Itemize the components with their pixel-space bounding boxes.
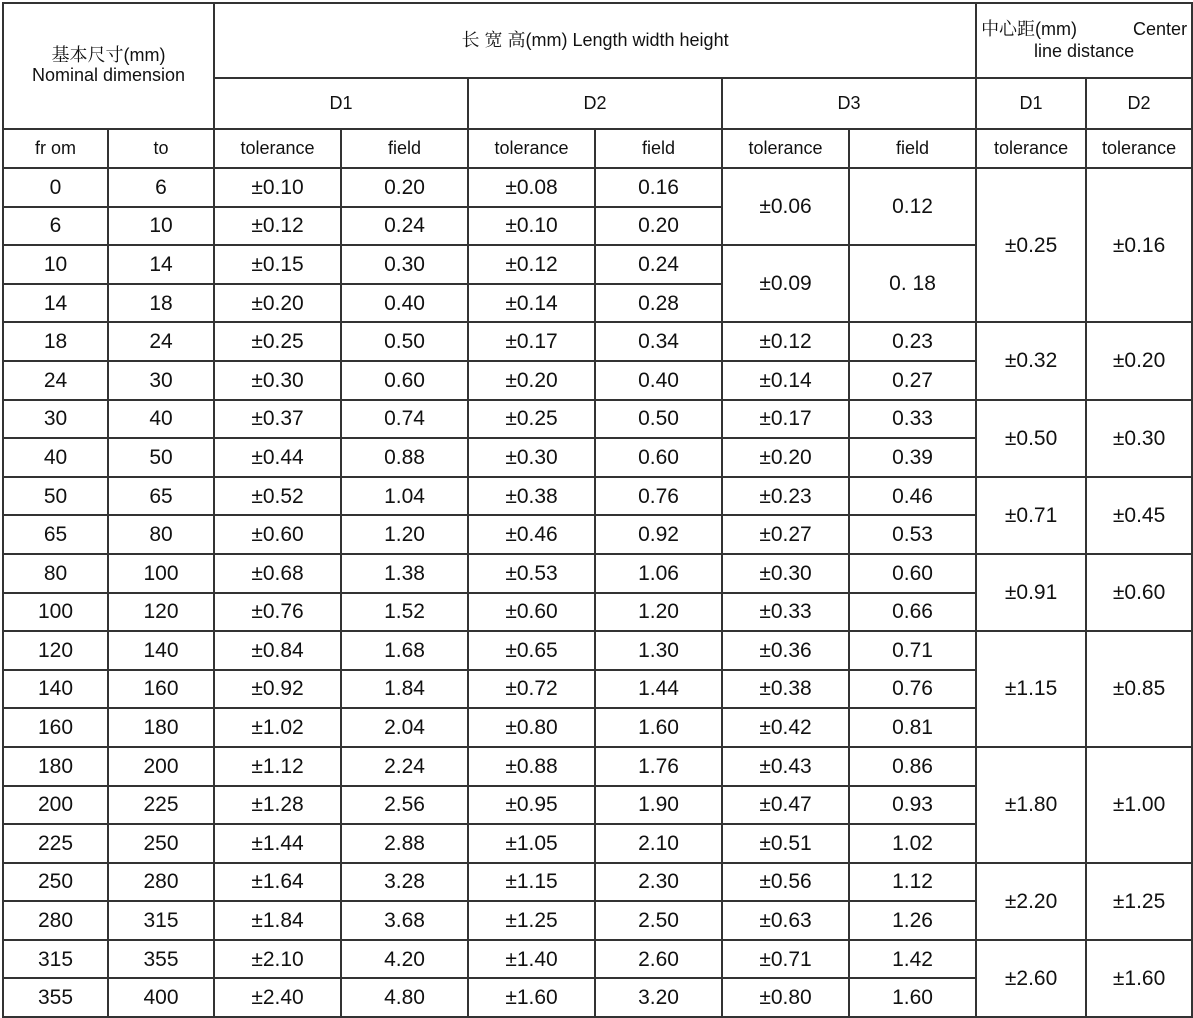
d2-tolerance-header: tolerance: [468, 129, 595, 168]
d3-field-cell: 0.66: [849, 593, 976, 632]
d3-tolerance-cell: ±0.20: [722, 438, 849, 477]
d1-tolerance-cell: ±0.60: [214, 515, 341, 554]
d1-tolerance-cell: ±0.37: [214, 400, 341, 439]
d3-tolerance-cell: ±0.06: [722, 168, 849, 245]
d2-field-cell: 0.50: [595, 400, 722, 439]
to-cell: 355: [108, 940, 214, 979]
to-cell: 24: [108, 322, 214, 361]
d2-tolerance-cell: ±0.46: [468, 515, 595, 554]
d2-field-cell: 3.20: [595, 978, 722, 1017]
d3-field-cell: 0.33: [849, 400, 976, 439]
table-row: [3, 322, 1192, 361]
to-cell: 50: [108, 438, 214, 477]
from-cell: 0: [3, 168, 108, 207]
d1-tolerance-cell: ±1.02: [214, 708, 341, 747]
to-cell: 100: [108, 554, 214, 593]
d2-tolerance-cell: ±1.25: [468, 901, 595, 940]
to-cell: 225: [108, 786, 214, 825]
d2-field-cell: 0.20: [595, 207, 722, 246]
d2-tolerance-cell: ±0.38: [468, 477, 595, 516]
table-row: [3, 554, 1192, 593]
center-d1-tolerance-header: tolerance: [976, 129, 1086, 168]
d2-field-cell: 1.30: [595, 631, 722, 670]
d2-field-cell: 1.90: [595, 786, 722, 825]
d2-field-header: field: [595, 129, 722, 168]
d2-tolerance-cell: ±0.20: [468, 361, 595, 400]
center-d2-header: D2: [1086, 78, 1192, 129]
center-d2-tolerance-cell: ±1.00: [1086, 747, 1192, 863]
d1-field-cell: 1.52: [341, 593, 468, 632]
from-cell: 120: [3, 631, 108, 670]
nominal-en-label: Nominal dimension: [31, 65, 186, 85]
d2-tolerance-cell: ±1.60: [468, 978, 595, 1017]
d1-tolerance-cell: ±0.52: [214, 477, 341, 516]
d1-tolerance-cell: ±0.20: [214, 284, 341, 323]
table-row: [3, 168, 1192, 207]
header-row-3: [3, 129, 1192, 168]
center-d2-tolerance-header: tolerance: [1086, 129, 1192, 168]
d1-tolerance-cell: ±0.68: [214, 554, 341, 593]
center-distance-header: [976, 3, 1192, 78]
d3-tolerance-cell: ±0.51: [722, 824, 849, 863]
center-d2-tolerance-cell: ±1.25: [1086, 863, 1192, 940]
table-row: [3, 940, 1192, 979]
table-row: [3, 631, 1192, 670]
d1-tolerance-cell: ±1.44: [214, 824, 341, 863]
d3-tolerance-cell: ±0.33: [722, 593, 849, 632]
to-header: to: [108, 129, 214, 168]
d2-tolerance-cell: ±1.40: [468, 940, 595, 979]
center-d2-tolerance-cell: ±1.60: [1086, 940, 1192, 1017]
d2-tolerance-cell: ±0.17: [468, 322, 595, 361]
d1-tolerance-header: tolerance: [214, 129, 341, 168]
d3-field-cell: 0.23: [849, 322, 976, 361]
nominal-dimension-header: [3, 3, 214, 129]
center-d1-tolerance-cell: ±0.32: [976, 322, 1086, 399]
nominal-cn-label: 基本尺寸(mm): [51, 45, 166, 66]
to-cell: 6: [108, 168, 214, 207]
from-cell: 250: [3, 863, 108, 902]
d2-tolerance-cell: ±0.80: [468, 708, 595, 747]
d3-tolerance-cell: ±0.43: [722, 747, 849, 786]
d1-field-cell: 4.80: [341, 978, 468, 1017]
from-cell: 30: [3, 400, 108, 439]
d1-tolerance-cell: ±2.10: [214, 940, 341, 979]
d2-field-cell: 0.28: [595, 284, 722, 323]
d3-field-cell: 1.26: [849, 901, 976, 940]
d2-field-cell: 0.92: [595, 515, 722, 554]
d3-tolerance-cell: ±0.71: [722, 940, 849, 979]
d2-field-cell: 0.24: [595, 245, 722, 284]
d1-field-cell: 2.56: [341, 786, 468, 825]
d3-field-cell: 0.86: [849, 747, 976, 786]
lwh-header: 长 宽 高(mm) Length width height: [214, 3, 976, 78]
d1-field-cell: 0.74: [341, 400, 468, 439]
center-d1-tolerance-cell: ±2.60: [976, 940, 1086, 1017]
d2-group-header: D2: [468, 78, 722, 129]
center-cn-label: 中心距(mm): [981, 19, 1078, 39]
d3-field-cell: 0.71: [849, 631, 976, 670]
d2-tolerance-cell: ±1.15: [468, 863, 595, 902]
d3-field-cell: 1.02: [849, 824, 976, 863]
d2-field-cell: 1.20: [595, 593, 722, 632]
d1-field-header: field: [341, 129, 468, 168]
d2-field-cell: 1.76: [595, 747, 722, 786]
center-d2-tolerance-cell: ±0.45: [1086, 477, 1192, 554]
center-d1-header: D1: [976, 78, 1086, 129]
d3-tolerance-cell: ±0.27: [722, 515, 849, 554]
d3-tolerance-cell: ±0.09: [722, 245, 849, 322]
d1-tolerance-cell: ±0.44: [214, 438, 341, 477]
d2-field-cell: 0.76: [595, 477, 722, 516]
d3-tolerance-cell: ±0.12: [722, 322, 849, 361]
d1-field-cell: 2.24: [341, 747, 468, 786]
d3-field-cell: 0.39: [849, 438, 976, 477]
d3-tolerance-cell: ±0.42: [722, 708, 849, 747]
d2-tolerance-cell: ±0.95: [468, 786, 595, 825]
to-cell: 14: [108, 245, 214, 284]
to-cell: 10: [108, 207, 214, 246]
d3-field-cell: 0.81: [849, 708, 976, 747]
d2-field-cell: 0.60: [595, 438, 722, 477]
d2-tolerance-cell: ±0.72: [468, 670, 595, 709]
d1-field-cell: 2.88: [341, 824, 468, 863]
from-cell: 315: [3, 940, 108, 979]
d3-field-cell: 1.60: [849, 978, 976, 1017]
d2-field-cell: 2.10: [595, 824, 722, 863]
to-cell: 18: [108, 284, 214, 323]
center-d2-tolerance-cell: ±0.30: [1086, 400, 1192, 477]
to-cell: 120: [108, 593, 214, 632]
d3-tolerance-cell: ±0.36: [722, 631, 849, 670]
center-d1-tolerance-cell: ±1.80: [976, 747, 1086, 863]
center-d1-tolerance-cell: ±2.20: [976, 863, 1086, 940]
to-cell: 40: [108, 400, 214, 439]
d1-tolerance-cell: ±0.10: [214, 168, 341, 207]
d3-field-cell: 0. 18: [849, 245, 976, 322]
center-d2-tolerance-cell: ±0.16: [1086, 168, 1192, 322]
d3-field-header: field: [849, 129, 976, 168]
d2-field-cell: 0.40: [595, 361, 722, 400]
d3-tolerance-cell: ±0.56: [722, 863, 849, 902]
d1-field-cell: 1.20: [341, 515, 468, 554]
d1-field-cell: 0.30: [341, 245, 468, 284]
d1-field-cell: 3.28: [341, 863, 468, 902]
table-row: [3, 477, 1192, 516]
d2-tolerance-cell: ±0.60: [468, 593, 595, 632]
d2-tolerance-cell: ±0.25: [468, 400, 595, 439]
d2-tolerance-cell: ±0.88: [468, 747, 595, 786]
to-cell: 200: [108, 747, 214, 786]
to-cell: 315: [108, 901, 214, 940]
d1-group-header: D1: [214, 78, 468, 129]
d2-field-cell: 2.30: [595, 863, 722, 902]
from-cell: 24: [3, 361, 108, 400]
d2-tolerance-cell: ±0.12: [468, 245, 595, 284]
d3-tolerance-cell: ±0.30: [722, 554, 849, 593]
to-cell: 280: [108, 863, 214, 902]
table-row: [3, 747, 1192, 786]
d3-tolerance-cell: ±0.80: [722, 978, 849, 1017]
center-d1-tolerance-cell: ±1.15: [976, 631, 1086, 747]
d2-tolerance-cell: ±1.05: [468, 824, 595, 863]
from-header: fr om: [3, 129, 108, 168]
d2-tolerance-cell: ±0.10: [468, 207, 595, 246]
from-cell: 80: [3, 554, 108, 593]
from-cell: 280: [3, 901, 108, 940]
d1-field-cell: 1.84: [341, 670, 468, 709]
d3-field-cell: 1.12: [849, 863, 976, 902]
d2-field-cell: 1.06: [595, 554, 722, 593]
d1-tolerance-cell: ±0.12: [214, 207, 341, 246]
to-cell: 400: [108, 978, 214, 1017]
d3-field-cell: 0.93: [849, 786, 976, 825]
from-cell: 50: [3, 477, 108, 516]
center-d1-tolerance-cell: ±0.71: [976, 477, 1086, 554]
to-cell: 250: [108, 824, 214, 863]
d1-field-cell: 3.68: [341, 901, 468, 940]
d1-tolerance-cell: ±0.25: [214, 322, 341, 361]
d3-tolerance-cell: ±0.17: [722, 400, 849, 439]
d1-tolerance-cell: ±0.84: [214, 631, 341, 670]
d1-tolerance-cell: ±1.12: [214, 747, 341, 786]
d3-field-cell: 0.53: [849, 515, 976, 554]
d2-tolerance-cell: ±0.53: [468, 554, 595, 593]
center-d2-tolerance-cell: ±0.85: [1086, 631, 1192, 747]
d3-field-cell: 0.60: [849, 554, 976, 593]
d2-tolerance-cell: ±0.14: [468, 284, 595, 323]
d1-tolerance-cell: ±0.92: [214, 670, 341, 709]
to-cell: 80: [108, 515, 214, 554]
from-cell: 180: [3, 747, 108, 786]
from-cell: 200: [3, 786, 108, 825]
d3-field-cell: 0.76: [849, 670, 976, 709]
to-cell: 160: [108, 670, 214, 709]
from-cell: 6: [3, 207, 108, 246]
d1-field-cell: 4.20: [341, 940, 468, 979]
from-cell: 18: [3, 322, 108, 361]
d3-field-cell: 1.42: [849, 940, 976, 979]
d2-field-cell: 1.44: [595, 670, 722, 709]
d2-tolerance-cell: ±0.65: [468, 631, 595, 670]
center-en-label-1: Center: [1133, 19, 1188, 39]
to-cell: 180: [108, 708, 214, 747]
d2-field-cell: 1.60: [595, 708, 722, 747]
center-d2-tolerance-cell: ±0.60: [1086, 554, 1192, 631]
d1-field-cell: 0.24: [341, 207, 468, 246]
from-cell: 65: [3, 515, 108, 554]
d2-tolerance-cell: ±0.08: [468, 168, 595, 207]
d1-field-cell: 0.20: [341, 168, 468, 207]
table-row: [3, 400, 1192, 439]
center-d2-tolerance-cell: ±0.20: [1086, 322, 1192, 399]
d3-tolerance-cell: ±0.47: [722, 786, 849, 825]
d1-tolerance-cell: ±2.40: [214, 978, 341, 1017]
d1-tolerance-cell: ±0.76: [214, 593, 341, 632]
d3-tolerance-header: tolerance: [722, 129, 849, 168]
to-cell: 65: [108, 477, 214, 516]
to-cell: 30: [108, 361, 214, 400]
d1-field-cell: 0.88: [341, 438, 468, 477]
from-cell: 100: [3, 593, 108, 632]
d1-tolerance-cell: ±1.28: [214, 786, 341, 825]
d3-tolerance-cell: ±0.14: [722, 361, 849, 400]
d1-field-cell: 0.40: [341, 284, 468, 323]
from-cell: 140: [3, 670, 108, 709]
center-en-label-2: line distance: [1034, 41, 1135, 61]
to-cell: 140: [108, 631, 214, 670]
d1-field-cell: 2.04: [341, 708, 468, 747]
d1-field-cell: 0.60: [341, 361, 468, 400]
d3-tolerance-cell: ±0.23: [722, 477, 849, 516]
center-d1-tolerance-cell: ±0.25: [976, 168, 1086, 322]
d1-field-cell: 1.38: [341, 554, 468, 593]
d1-field-cell: 1.04: [341, 477, 468, 516]
d3-tolerance-cell: ±0.63: [722, 901, 849, 940]
from-cell: 225: [3, 824, 108, 863]
tolerance-table: [2, 2, 1193, 1018]
from-cell: 14: [3, 284, 108, 323]
d1-tolerance-cell: ±0.30: [214, 361, 341, 400]
d2-tolerance-cell: ±0.30: [468, 438, 595, 477]
center-d1-tolerance-cell: ±0.91: [976, 554, 1086, 631]
from-cell: 160: [3, 708, 108, 747]
d2-field-cell: 2.50: [595, 901, 722, 940]
from-cell: 355: [3, 978, 108, 1017]
d2-field-cell: 0.16: [595, 168, 722, 207]
d1-tolerance-cell: ±1.64: [214, 863, 341, 902]
d2-field-cell: 2.60: [595, 940, 722, 979]
d3-field-cell: 0.12: [849, 168, 976, 245]
header-row-1: [3, 3, 1192, 78]
d1-field-cell: 1.68: [341, 631, 468, 670]
table-row: [3, 863, 1192, 902]
d2-field-cell: 0.34: [595, 322, 722, 361]
d1-tolerance-cell: ±0.15: [214, 245, 341, 284]
d1-field-cell: 0.50: [341, 322, 468, 361]
d3-field-cell: 0.27: [849, 361, 976, 400]
d3-tolerance-cell: ±0.38: [722, 670, 849, 709]
center-d1-tolerance-cell: ±0.50: [976, 400, 1086, 477]
d1-tolerance-cell: ±1.84: [214, 901, 341, 940]
d3-field-cell: 0.46: [849, 477, 976, 516]
from-cell: 10: [3, 245, 108, 284]
d3-group-header: D3: [722, 78, 976, 129]
from-cell: 40: [3, 438, 108, 477]
